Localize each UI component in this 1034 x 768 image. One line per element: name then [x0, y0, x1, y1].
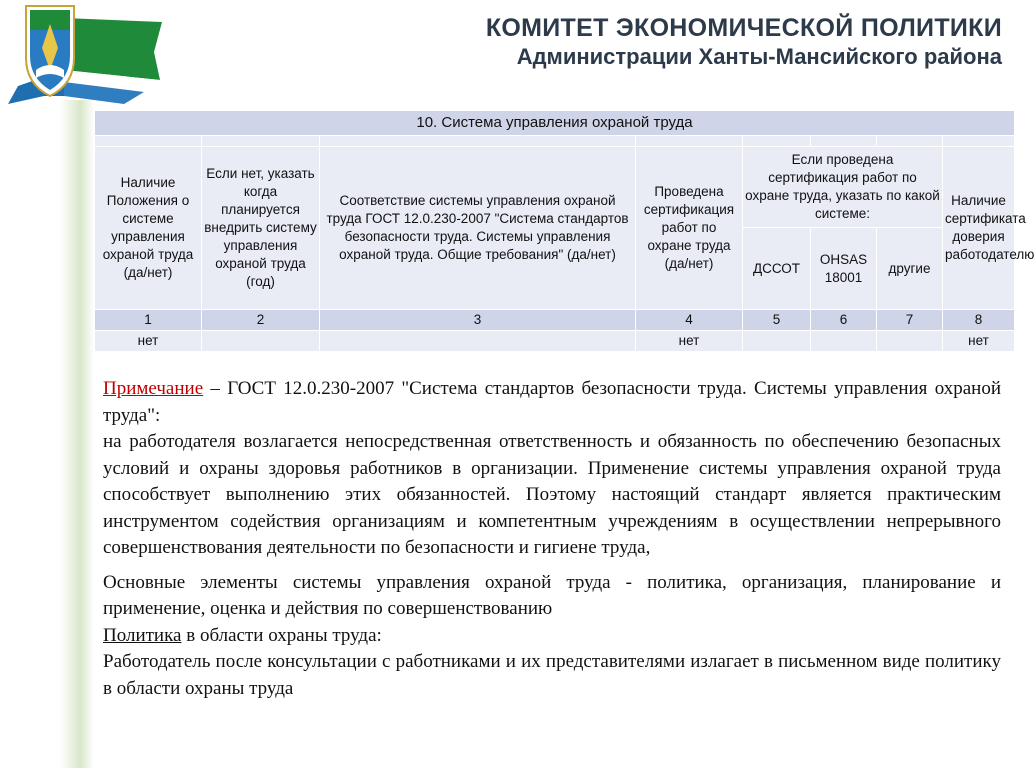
policy-label: Политика [103, 624, 182, 646]
gap-cell [636, 136, 743, 147]
value-cell [202, 331, 320, 352]
value-cell [320, 331, 636, 352]
note-block [103, 376, 1001, 702]
column-number: 4 [636, 310, 743, 331]
value-cell [743, 331, 811, 352]
column-number: 8 [943, 310, 1015, 331]
header-planned-year: Если нет, указать когда планируется внедрить систему управления охраной труда (год) [202, 147, 320, 310]
gap-cell [877, 136, 943, 147]
header-certification-done: Проведена сертификация работ по охране труда (да/нет) [636, 147, 743, 310]
column-number: 2 [202, 310, 320, 331]
gap-cell [95, 136, 202, 147]
policy-rest: в области охраны труда: [181, 624, 382, 646]
gap-cell [943, 136, 1015, 147]
gap-cell [743, 136, 811, 147]
note-paragraph-2: Основные элементы системы управления охраной труда - политика, организация, планирование и применение, оценка и действия по совершенствованию [103, 571, 1001, 619]
committee-title: КОМИТЕТ ЭКОНОМИЧЕСКОЙ ПОЛИТИКИ [485, 14, 1002, 42]
table-title: 10. Система управления охраной труда [95, 111, 1015, 136]
column-number: 6 [811, 310, 877, 331]
header-certification-system: Если проведена сертификация работ по охране труда, указать по какой системе: [743, 147, 943, 228]
gap-cell [811, 136, 877, 147]
header-policy-presence: Наличие Положения о системе управления охраной труда (да/нет) [95, 147, 202, 310]
header-gost-compliance: Соответствие системы управления охраной труда ГОСТ 12.0.230-2007 "Система стандартов безопасности труда. Системы управления охраной труда. Общие требования" (да/нет) [320, 147, 636, 310]
note-label: Примечание [103, 378, 204, 399]
labor-safety-table [94, 110, 1034, 352]
coat-of-arms-logo [4, 0, 164, 110]
value-cell: нет [95, 331, 202, 352]
header-ohsas: OHSAS 18001 [811, 228, 877, 310]
decorative-strip [60, 100, 94, 768]
value-cell: нет [943, 331, 1015, 352]
administration-subtitle: Администрации Ханты-Мансийского района [516, 44, 1002, 69]
value-cell: нет [636, 331, 743, 352]
value-cell [877, 331, 943, 352]
note-paragraph-3: Работодатель после консультации с работниками и их представителями излагает в письменном виде политику в области охраны труда [103, 651, 1001, 699]
note-intro [103, 376, 1001, 429]
note-paragraph-1: на работодателя возлагается непосредственная ответственность и обязанность по обеспечению безопасных условий и охраны здоровья работников в организации. Применение системы управления охраной труда способствует выполнению этих обязанностей. Поэтому настоящий стандарт является практическим инструментом содействия организациям и компетентным учреждениям в осуществлении непрерывного совершенствования деятельности по безопасности и гигиене труда, [103, 431, 1001, 558]
column-number: 3 [320, 310, 636, 331]
column-number: 1 [95, 310, 202, 331]
gap-cell [320, 136, 636, 147]
note-line: – ГОСТ 12.0.230-2007 "Система стандартов безопасности труда. Системы управления охраной труда": [103, 378, 1001, 426]
column-number: 7 [877, 310, 943, 331]
value-cell [811, 331, 877, 352]
header-trust-certificate: Наличие сертификата доверия работодателю [943, 147, 1015, 310]
header-dssot: ДССОТ [743, 228, 811, 310]
policy-line [103, 623, 1001, 650]
column-number: 5 [743, 310, 811, 331]
gap-cell [202, 136, 320, 147]
header-other: другие [877, 228, 943, 310]
